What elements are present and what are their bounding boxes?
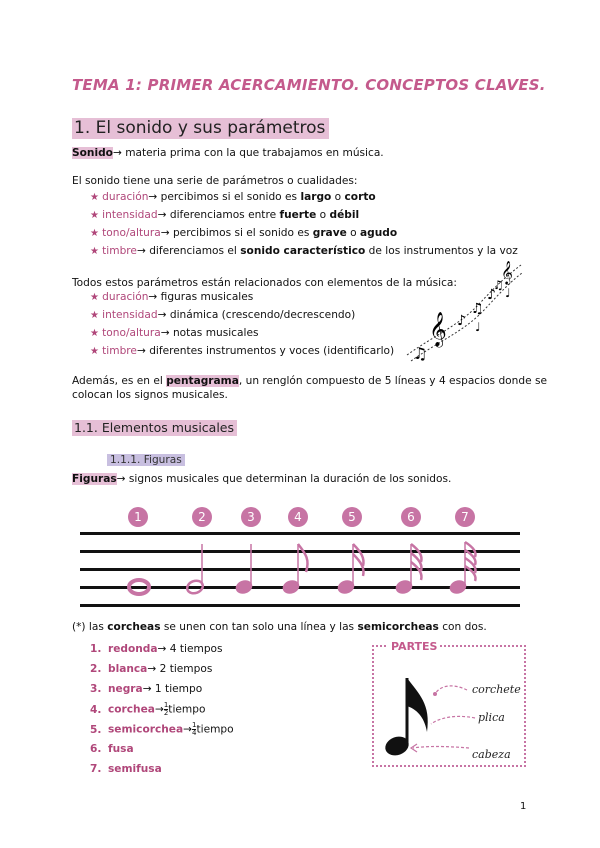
paragraph-figuras <box>72 472 451 486</box>
parameter-bold: sonido característico <box>240 245 366 257</box>
parameter-term: timbre <box>102 245 137 257</box>
svg-text:𝄞: 𝄞 <box>429 312 447 347</box>
figure-text: → <box>154 703 164 716</box>
figure-list-item <box>90 662 212 676</box>
star-icon: ★ <box>90 346 103 357</box>
figure-term: corchea <box>108 703 155 716</box>
figure-number-7: 7 <box>455 507 475 527</box>
parameter-text: → percibimos si el sonido es <box>160 227 313 239</box>
relation-term: timbre <box>102 345 137 357</box>
list-number: 5. <box>90 723 102 736</box>
relation-item <box>90 344 394 359</box>
relation-item <box>90 326 258 341</box>
figure-text: tiempo <box>168 703 206 716</box>
svg-text:♫: ♫ <box>413 344 428 363</box>
parameter-bold: débil <box>329 209 360 221</box>
figure-text: → 4 tiempos <box>157 643 223 655</box>
paragraph-pentagrama-line2: colocan los signos musicales. <box>72 389 228 401</box>
svg-text:♪: ♪ <box>487 287 496 303</box>
parameter-text: o <box>346 227 361 239</box>
paragraph-intro: El sonido tiene una serie de parámetros o cualidades: <box>72 175 358 187</box>
pent-text-b: , un renglón compuesto de 5 líneas y 4 espacios donde se <box>238 375 548 387</box>
paragraph-pentagrama <box>72 374 547 388</box>
paragraph-sonido <box>72 146 384 160</box>
term-figuras: Figuras <box>72 473 117 485</box>
relation-text: → notas musicales <box>160 327 259 339</box>
section-heading-1-1-1: 1.1.1. Figuras <box>107 454 185 466</box>
figure-number-2: 2 <box>192 507 212 527</box>
figure-list-item <box>90 742 134 756</box>
figure-term: semifusa <box>108 763 162 775</box>
sonido-definition: → materia prima con la que trabajamos en música. <box>112 147 384 159</box>
parameter-item <box>90 226 397 241</box>
fraction-denominator: 4 <box>192 729 197 737</box>
figure-text: → 2 tiempos <box>147 663 213 675</box>
figure-text: → <box>183 723 192 736</box>
figure-text: → 1 tiempo <box>142 683 203 695</box>
parameter-text: o <box>331 191 345 203</box>
figure-term: redonda <box>108 643 158 655</box>
parameter-text: → diferenciamos entre <box>157 209 280 221</box>
figure-term: blanca <box>108 663 148 675</box>
label-corchete: corchete <box>472 683 521 696</box>
fraction-numerator: 1 <box>192 721 197 729</box>
whole-note <box>129 580 149 594</box>
parameter-term: duración <box>102 191 149 203</box>
figure-number-1: 1 <box>128 507 148 527</box>
list-number: 2. <box>90 663 102 675</box>
star-icon: ★ <box>90 192 103 203</box>
svg-text:𝄞: 𝄞 <box>501 260 513 284</box>
music-notes-illustration <box>405 255 523 367</box>
svg-text:♫: ♫ <box>471 301 484 317</box>
page-title: TEMA 1: PRIMER ACERCAMIENTO. CONCEPTOS CLAVES. <box>72 76 546 94</box>
sixty-fourth-note <box>448 542 475 595</box>
star-icon: ★ <box>90 310 103 321</box>
figure-term: semicorchea <box>108 723 184 736</box>
section-heading-1: 1. El sonido y sus parámetros <box>72 118 329 139</box>
relation-term: tono/altura <box>102 327 161 339</box>
term-pentagrama: pentagrama <box>166 375 239 387</box>
parameter-bold: corto <box>344 191 376 203</box>
thirty-second-note <box>394 544 421 595</box>
svg-text:♫: ♫ <box>493 278 504 292</box>
figure-number-4: 4 <box>288 507 308 527</box>
figure-number-6: 6 <box>401 507 421 527</box>
figure-list-item <box>90 762 162 776</box>
quarter-note <box>234 544 253 595</box>
svg-text:♪: ♪ <box>457 313 466 329</box>
note-text-mid: se unen con tan solo una línea y las <box>160 621 358 633</box>
parameter-item <box>90 190 376 205</box>
svg-text:♩: ♩ <box>475 320 481 334</box>
page-number: 1 <box>520 801 527 812</box>
parameter-bold: largo <box>300 191 332 203</box>
label-plica: plica <box>478 711 505 724</box>
pent-text-a: Además, es en el <box>72 375 167 387</box>
relation-text: → figuras musicales <box>148 291 254 303</box>
note-text-end: con dos. <box>438 621 487 633</box>
term-corcheas: corcheas <box>107 621 161 633</box>
parameter-text: de los instrumentos y la voz <box>365 245 518 257</box>
list-number: 1. <box>90 643 102 655</box>
parameter-item <box>90 208 359 223</box>
svg-text:♩: ♩ <box>505 286 511 300</box>
list-number: 3. <box>90 683 102 695</box>
figure-list-item <box>90 682 202 696</box>
parameter-bold: agudo <box>360 227 398 239</box>
figure-text: tiempo <box>196 723 234 736</box>
paragraph-relations: Todos estos parámetros están relacionados con elementos de la música: <box>72 277 457 289</box>
relation-item <box>90 290 253 305</box>
parameter-term: intensidad <box>102 209 158 221</box>
note-text-a: (*) las <box>72 621 108 633</box>
list-number: 4. <box>90 703 102 716</box>
parameter-term: tono/altura <box>102 227 161 239</box>
relation-item <box>90 308 355 323</box>
star-icon: ★ <box>90 210 103 221</box>
eighth-note <box>281 544 307 595</box>
parameter-bold: fuerte <box>279 209 317 221</box>
sixteenth-note <box>336 544 363 595</box>
relation-text: → dinámica (crescendo/decrescendo) <box>157 309 356 321</box>
relation-term: intensidad <box>102 309 158 321</box>
figure-term: fusa <box>108 743 134 755</box>
figure-number-3: 3 <box>241 507 261 527</box>
paragraph-note <box>72 620 487 634</box>
figure-list-item <box>90 722 234 737</box>
term-sonido: Sonido <box>72 147 113 159</box>
star-icon: ★ <box>90 228 103 239</box>
parameter-text: → diferenciamos el <box>136 245 241 257</box>
relation-term: duración <box>102 291 149 303</box>
list-number: 7. <box>90 763 102 775</box>
figure-list-item <box>90 702 205 717</box>
list-number: 6. <box>90 743 102 755</box>
parameter-bold: grave <box>312 227 347 239</box>
fraction-denominator: 2 <box>163 709 169 717</box>
figure-number-5: 5 <box>342 507 362 527</box>
term-semicorcheas: semicorcheas <box>357 621 439 633</box>
half-note <box>185 544 204 595</box>
figuras-definition: → signos musicales que determinan la duración de los sonidos. <box>116 473 452 485</box>
label-cabeza: cabeza <box>472 748 511 761</box>
star-icon: ★ <box>90 328 103 339</box>
note-figures <box>0 530 600 610</box>
parameter-text: → percibimos si el sonido es <box>148 191 301 203</box>
relation-text: → diferentes instrumentos y voces (identificarlo) <box>136 345 395 357</box>
section-heading-1-1: 1.1. Elementos musicales <box>72 420 237 436</box>
parts-title: PARTES <box>388 640 440 653</box>
star-icon: ★ <box>90 246 103 257</box>
star-icon: ★ <box>90 292 103 303</box>
figure-list-item <box>90 642 223 656</box>
figure-term: negra <box>108 683 143 695</box>
fraction-numerator: 1 <box>163 701 169 709</box>
parameter-text: o <box>316 209 330 221</box>
